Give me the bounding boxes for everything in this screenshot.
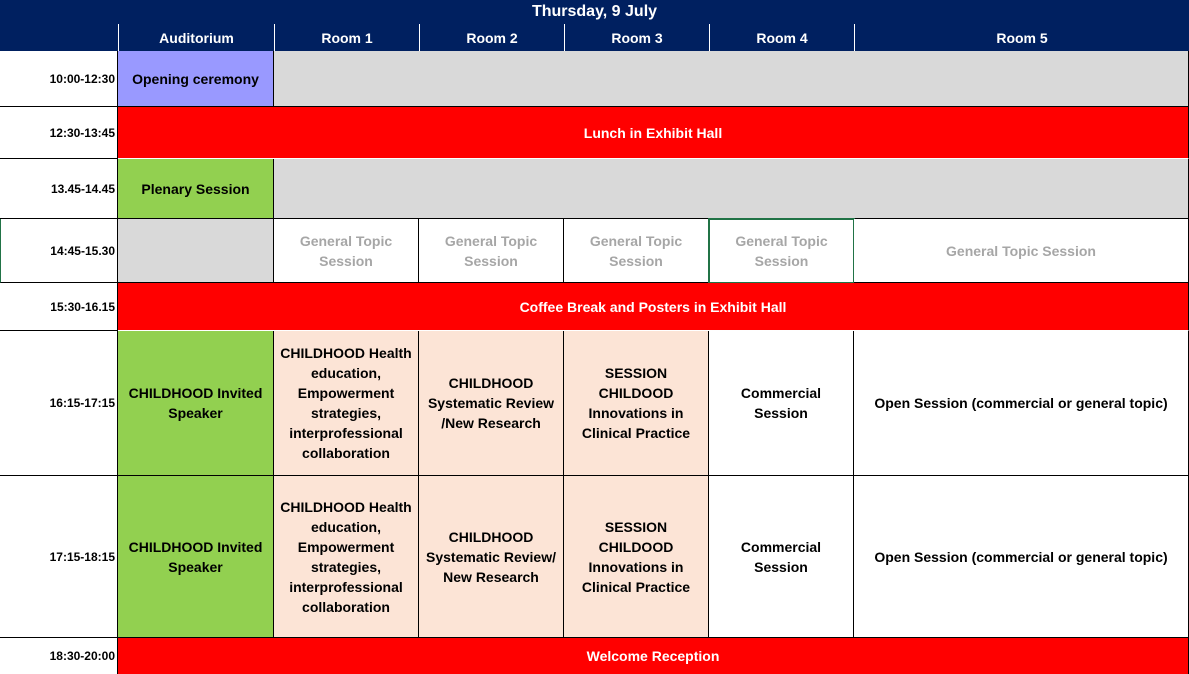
- session-coffee-break[interactable]: Coffee Break and Posters in Exhibit Hall: [118, 283, 1189, 331]
- session-general-topic-room-1[interactable]: General Topic Session: [274, 219, 419, 283]
- session-childhood-systematic-review[interactable]: CHILDHOOD Systematic Review /New Research: [419, 331, 564, 476]
- session-welcome-reception[interactable]: Welcome Reception: [118, 638, 1189, 674]
- session-open[interactable]: Open Session (commercial or general topic): [854, 331, 1189, 476]
- time-slot: 16:15-17:15: [0, 331, 118, 476]
- day-title: Thursday, 9 July: [0, 0, 1189, 24]
- session-general-topic-room-2[interactable]: General Topic Session: [419, 219, 564, 283]
- session-opening-ceremony[interactable]: Opening ceremony: [118, 51, 274, 107]
- session-general-topic-room-4[interactable]: General Topic Session: [708, 218, 855, 284]
- empty-slot: [118, 219, 274, 283]
- empty-slot: [274, 51, 1189, 107]
- session-childhood-innovations[interactable]: SESSION CHILDOOD Innovations in Clinical Practice: [564, 331, 709, 476]
- column-header-room-1: Room 1: [274, 24, 419, 51]
- session-lunch[interactable]: Lunch in Exhibit Hall: [118, 107, 1189, 159]
- session-childhood-health-education[interactable]: CHILDHOOD Health education, Empowerment strategies, interprofessional collaboration: [274, 331, 419, 476]
- session-childhood-health-education[interactable]: CHILDHOOD Health education, Empowerment strategies, interprofessional collaboration: [274, 476, 419, 638]
- column-header-room-3: Room 3: [564, 24, 709, 51]
- session-childhood-invited-speaker[interactable]: CHILDHOOD Invited Speaker: [118, 331, 274, 476]
- time-slot: 18:30-20:00: [0, 638, 118, 674]
- column-header-room-4: Room 4: [709, 24, 854, 51]
- empty-slot: [274, 159, 1189, 219]
- session-childhood-invited-speaker[interactable]: CHILDHOOD Invited Speaker: [118, 476, 274, 638]
- session-open[interactable]: Open Session (commercial or general topic): [854, 476, 1189, 638]
- time-slot: 12:30-13:45: [0, 107, 118, 159]
- column-header-room-5: Room 5: [854, 24, 1189, 51]
- session-general-topic-room-3[interactable]: General Topic Session: [564, 219, 709, 283]
- time-slot: 14:45-15.30: [0, 219, 118, 283]
- time-column-header: [0, 24, 118, 51]
- session-general-topic-room-5[interactable]: General Topic Session: [854, 219, 1189, 283]
- time-slot: 15:30-16.15: [0, 283, 118, 331]
- session-childhood-systematic-review[interactable]: CHILDHOOD Systematic Review/ New Research: [419, 476, 564, 638]
- time-slot: 17:15-18:15: [0, 476, 118, 638]
- session-plenary[interactable]: Plenary Session: [118, 159, 274, 219]
- column-header-auditorium: Auditorium: [118, 24, 274, 51]
- column-header-room-2: Room 2: [419, 24, 564, 51]
- time-slot: 13.45-14.45: [0, 159, 118, 219]
- session-childhood-innovations[interactable]: SESSION CHILDOOD Innovations in Clinical Practice: [564, 476, 709, 638]
- session-commercial[interactable]: Commercial Session: [709, 331, 854, 476]
- time-slot: 10:00-12:30: [0, 51, 118, 107]
- session-commercial[interactable]: Commercial Session: [709, 476, 854, 638]
